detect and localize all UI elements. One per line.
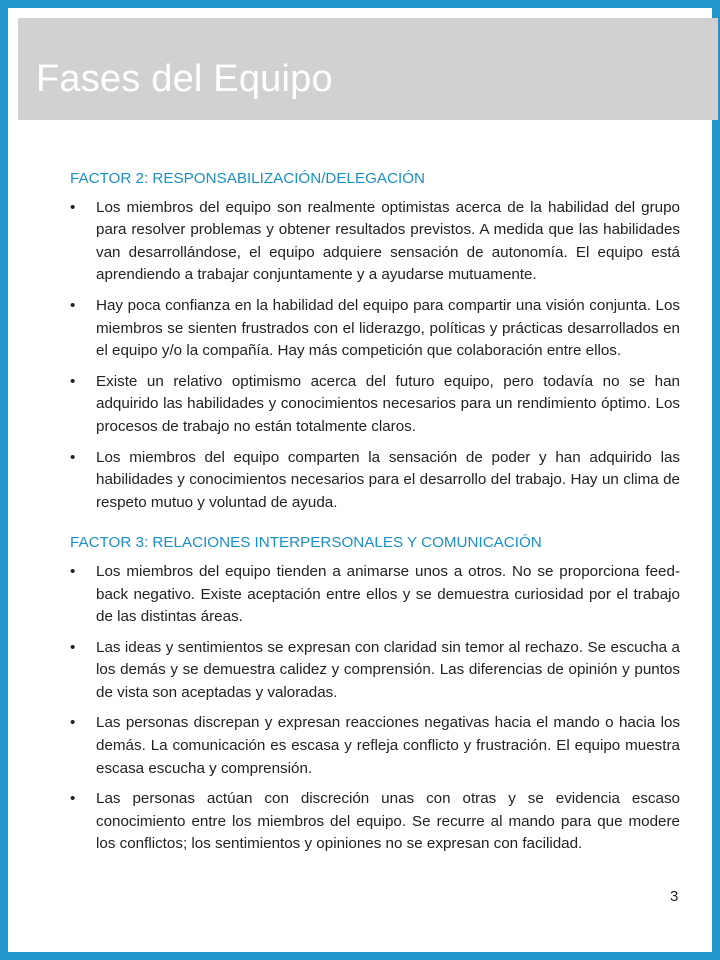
list-item [70,637,680,705]
list-item-text: Los miembros del equipo comparten la sensación de poder y han adquirido las habilidades y conocimientos necesarios para el desarrollo del trabajo. Hay un clima de respeto mutuo y voluntad de ayuda. [96,448,680,511]
bullet-icon: • [70,790,76,808]
list-item-text: Existe un relativo optimismo acerca del futuro equipo, pero todavía no se han adquirido las habilidades y conocimientos necesarios para un rendimiento óptimo. Los procesos de trabajo no están totalmente claros. [96,372,680,435]
list-item-text: Los miembros del equipo son realmente optimistas acerca de la habilidad del grupo para resolver problemas y obtener resultados previstos. A medida que las habilidades van desarrollándose, el equipo adquiere sensación de autonomía. El equipo está aprendiendo a trabajar conjuntamente y a ayudarse mutuamente. [96,198,680,284]
list-item [70,295,680,363]
bullet-list-factor-3 [70,561,680,856]
list-item [70,788,680,856]
slide-content [70,168,680,864]
bullet-list-factor-2 [70,197,680,515]
list-item [70,561,680,629]
list-item-text: Las ideas y sentimientos se expresan con claridad sin temor al rechazo. Se escucha a los demás y se demuestra calidez y comprensión. Las diferencias de opinión y puntos de vista son aceptadas y valoradas. [96,638,680,701]
list-item-text: Las personas actúan con discreción unas con otras y se evidencia escaso conocimiento entre los miembros del equipo. Se recurre al mando para que modere los conflictos; los sentimientos y opiniones no se expresan con facilidad. [96,790,680,853]
page-number: 3 [670,888,679,905]
slide-title: Fases del Equipo [36,58,333,100]
bullet-icon: • [70,714,76,732]
title-band [18,18,718,120]
list-item-text: Hay poca confianza en la habilidad del equipo para compartir una visión conjunta. Los miembros se sienten frustrados con el liderazgo, políticas y prácticas desarrollados en el equipo y/o la compañía. Hay más competición que colaboración entre ellos. [96,296,680,360]
section-heading-factor-3: FACTOR 3: RELACIONES INTERPERSONALES Y COMUNICACIÓN [70,534,542,552]
bullet-icon: • [70,638,76,656]
bullet-icon: • [70,448,76,466]
list-item [70,371,680,439]
list-item [70,197,680,287]
list-item-text: Las personas discrepan y expresan reacciones negativas hacia el mando o hacia los demás. La comunicación es escasa y refleja conflicto y frustración. El equipo muestra escasa escucha y comprensión. [96,714,680,777]
bullet-icon: • [70,296,76,314]
bullet-icon: • [70,562,76,580]
bullet-icon: • [70,198,76,216]
list-item [70,447,680,515]
bullet-icon: • [70,372,76,390]
list-item-text: Los miembros del equipo tienden a animarse unos a otros. No se proporciona feed-back negativo. Existe aceptación entre ellos y se demuestra curiosidad por el trabajo de las distintas áreas. [96,562,680,626]
list-item [70,712,680,780]
section-heading-factor-2: FACTOR 2: RESPONSABILIZACIÓN/DELEGACIÓN [70,170,426,187]
